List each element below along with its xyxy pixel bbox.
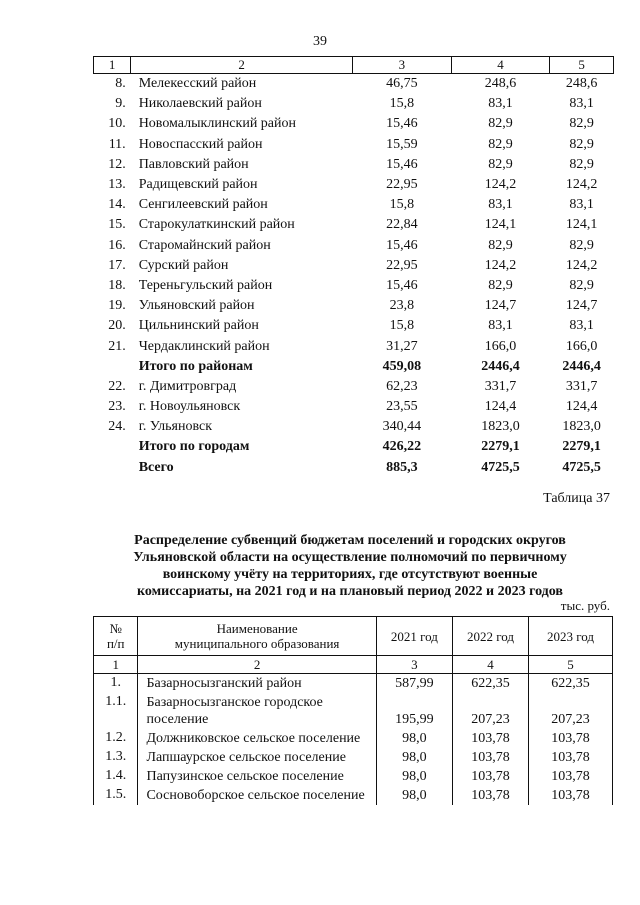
table-row — [94, 175, 614, 195]
row-number: 18. — [108, 277, 126, 293]
municipality-name: Папузинское сельское поселение — [138, 767, 376, 786]
table-total-row — [94, 357, 614, 377]
value-2023: 622,35 — [529, 674, 613, 694]
value-col5: 82,9 — [569, 116, 594, 132]
number-header-line2: п/п — [106, 636, 125, 651]
district-name: Тереньгульский район — [138, 277, 273, 293]
value-col3: 15,46 — [386, 277, 418, 293]
municipality-name: Лапшаурское сельское поселение — [138, 748, 376, 767]
district-name: Чердаклинский район — [138, 338, 270, 354]
column-index-5: 5 — [529, 656, 613, 674]
value-col4: 124,2 — [484, 257, 517, 273]
table-row — [94, 195, 614, 215]
row-number: 1.2. — [94, 729, 138, 748]
value-col3: 23,55 — [386, 399, 418, 415]
table-row — [94, 767, 613, 786]
value-col5: 124,7 — [565, 298, 598, 314]
table-total-row — [94, 458, 614, 478]
row-number: 20. — [108, 318, 126, 334]
value-col4: 124,1 — [484, 217, 517, 233]
table-row — [94, 236, 614, 256]
table-row — [94, 276, 614, 296]
district-name: Всего — [138, 459, 174, 475]
district-name: г. Ульяновск — [138, 419, 213, 435]
row-number: 1.5. — [94, 786, 138, 805]
district-name: Итого по городам — [138, 439, 250, 455]
district-name: Сенгилеевский район — [138, 197, 268, 213]
row-number: 21. — [108, 338, 126, 354]
value-col3: 22,84 — [386, 217, 418, 233]
value-col4: 82,9 — [488, 156, 513, 172]
municipality-name: Базарносызганское городское поселение — [138, 693, 376, 729]
municipality-name: Должниковское сельское поселение — [138, 729, 376, 748]
row-number: 16. — [108, 237, 126, 253]
district-name: Итого по районам — [138, 358, 253, 374]
row-number — [94, 357, 131, 377]
value-col4: 4725,5 — [481, 459, 520, 475]
value-col5: 83,1 — [569, 96, 594, 112]
value-col4: 124,2 — [484, 177, 517, 193]
value-2021: 98,0 — [376, 767, 452, 786]
value-col4: 124,7 — [484, 298, 517, 314]
value-col3: 62,23 — [386, 378, 418, 394]
value-2022: 207,23 — [452, 693, 528, 729]
table-row — [94, 94, 614, 114]
value-2023: 207,23 — [529, 693, 613, 729]
value-2021: 587,99 — [376, 674, 452, 694]
row-number: 1.3. — [94, 748, 138, 767]
value-col4: 83,1 — [488, 197, 513, 213]
row-number: 24. — [108, 419, 126, 435]
value-2022: 103,78 — [452, 767, 528, 786]
table-row — [94, 693, 613, 729]
table-row — [94, 729, 613, 748]
value-col4: 166,0 — [484, 338, 517, 354]
value-2022: 103,78 — [452, 729, 528, 748]
value-2021: 98,0 — [376, 786, 452, 805]
title-line: комиссариаты, на 2021 год и на плановый период 2022 и 2023 годов — [137, 584, 563, 599]
value-col4: 82,9 — [488, 277, 513, 293]
value-col5: 166,0 — [565, 338, 598, 354]
table-index-row — [94, 656, 613, 674]
row-number: 10. — [108, 116, 126, 132]
number-header-line1: № — [109, 621, 122, 636]
value-col5: 83,1 — [569, 318, 594, 334]
column-index-4: 4 — [452, 656, 528, 674]
table-row — [94, 74, 614, 95]
district-name: Цильнинский район — [138, 318, 259, 334]
table-row — [94, 786, 613, 805]
table-row — [94, 377, 614, 397]
value-col5: 4725,5 — [562, 459, 601, 475]
value-col5: 248,6 — [565, 76, 598, 92]
column-index-4: 4 — [451, 57, 550, 74]
table-row — [94, 748, 613, 767]
table-row — [94, 215, 614, 235]
value-col3: 426,22 — [382, 439, 422, 455]
value-col4: 82,9 — [488, 136, 513, 152]
value-2022: 103,78 — [452, 786, 528, 805]
value-col3: 15,46 — [386, 156, 418, 172]
table-row — [94, 256, 614, 276]
row-number: 17. — [108, 257, 126, 273]
value-col5: 124,2 — [565, 257, 598, 273]
table-row — [94, 397, 614, 417]
table-row — [94, 417, 614, 437]
column-index-2: 2 — [131, 57, 353, 74]
title-line: Распределение субвенций бюджетам поселений и городских округов — [134, 533, 566, 548]
value-col5: 82,9 — [569, 277, 594, 293]
value-col3: 31,27 — [386, 338, 418, 354]
column-index-2: 2 — [138, 656, 376, 674]
value-col4: 2446,4 — [481, 358, 520, 374]
table-total-row — [94, 437, 614, 457]
table-row — [94, 316, 614, 336]
value-col4: 124,4 — [484, 399, 517, 415]
district-name: г. Димитровград — [138, 378, 237, 394]
row-number: 15. — [108, 217, 126, 233]
column-index-3: 3 — [376, 656, 452, 674]
value-col4: 83,1 — [488, 96, 513, 112]
value-col5: 82,9 — [569, 156, 594, 172]
column-index-1: 1 — [94, 57, 131, 74]
value-col5: 83,1 — [569, 197, 594, 213]
value-col3: 459,08 — [382, 358, 422, 374]
column-index-3: 3 — [352, 57, 451, 74]
year-2022-header: 2022 год — [452, 617, 528, 656]
value-2021: 195,99 — [376, 693, 452, 729]
table-header-row — [94, 57, 614, 74]
military-registration-subvention-table — [93, 616, 613, 805]
number-header — [94, 617, 138, 656]
row-number: 1.1. — [94, 693, 138, 729]
value-2023: 103,78 — [529, 767, 613, 786]
district-name: Николаевский район — [138, 96, 262, 112]
row-number: 14. — [108, 197, 126, 213]
row-number: 8. — [115, 76, 126, 92]
municipality-name: Базарносызганский район — [138, 674, 376, 694]
value-2023: 103,78 — [529, 729, 613, 748]
value-col4: 1823,0 — [481, 419, 520, 435]
district-name: Новомалыклинский район — [138, 116, 297, 132]
value-col3: 15,8 — [389, 318, 415, 334]
value-col3: 15,8 — [389, 197, 415, 213]
value-col5: 1823,0 — [562, 419, 601, 435]
value-2023: 103,78 — [529, 786, 613, 805]
district-name: Павловский район — [138, 156, 249, 172]
value-2023: 103,78 — [529, 748, 613, 767]
value-col3: 340,44 — [382, 419, 422, 435]
table-row — [94, 296, 614, 316]
row-number: 22. — [108, 378, 126, 394]
column-index-1: 1 — [94, 656, 138, 674]
value-col5: 2279,1 — [562, 439, 601, 455]
year-2021-header: 2021 год — [376, 617, 452, 656]
district-name: Новоспасский район — [138, 136, 263, 152]
value-col4: 2279,1 — [481, 439, 520, 455]
table-title — [90, 532, 610, 600]
value-2021: 98,0 — [376, 729, 452, 748]
value-col3: 22,95 — [386, 177, 418, 193]
row-number — [94, 437, 131, 457]
row-number: 1. — [94, 674, 138, 694]
value-col4: 82,9 — [488, 116, 513, 132]
value-col3: 15,46 — [386, 116, 418, 132]
page-number: 39 — [313, 34, 327, 49]
row-number: 12. — [108, 156, 126, 172]
row-number: 9. — [115, 96, 126, 112]
value-col5: 2446,4 — [562, 358, 601, 374]
units-label: тыс. руб. — [560, 598, 610, 613]
district-name: Радищевский район — [138, 177, 258, 193]
title-line: воинскому учёту на территориях, где отсутствуют военные — [162, 567, 538, 582]
value-col5: 124,2 — [565, 177, 598, 193]
value-col3: 15,8 — [389, 96, 415, 112]
district-name: г. Новоульяновск — [138, 399, 241, 415]
year-2023-header: 2023 год — [529, 617, 613, 656]
table-row — [94, 336, 614, 356]
row-number: 23. — [108, 399, 126, 415]
row-number: 11. — [108, 136, 126, 152]
name-header-line1: Наименование — [216, 621, 298, 636]
value-col5: 124,4 — [565, 399, 598, 415]
value-col4: 331,7 — [484, 378, 517, 394]
row-number: 19. — [108, 298, 126, 314]
value-col4: 82,9 — [488, 237, 513, 253]
value-col3: 23,8 — [389, 298, 415, 314]
value-2022: 103,78 — [452, 748, 528, 767]
value-col5: 82,9 — [569, 237, 594, 253]
value-2021: 98,0 — [376, 748, 452, 767]
table-label: Таблица 37 — [543, 491, 610, 506]
district-name: Ульяновский район — [138, 298, 255, 314]
district-name: Сурский район — [138, 257, 229, 273]
row-number: 1.4. — [94, 767, 138, 786]
value-col5: 331,7 — [565, 378, 598, 394]
title-line: Ульяновской области на осуществление полномочий по первичному — [133, 550, 567, 565]
value-col5: 124,1 — [565, 217, 598, 233]
value-col3: 15,46 — [386, 237, 418, 253]
district-name: Старомайнский район — [138, 237, 271, 253]
table-row — [94, 135, 614, 155]
value-col5: 82,9 — [569, 136, 594, 152]
column-index-5: 5 — [550, 57, 614, 74]
value-col3: 22,95 — [386, 257, 418, 273]
table-row — [94, 674, 613, 694]
name-header-line2: муниципального образования — [174, 636, 340, 651]
name-header — [138, 617, 376, 656]
value-col4: 248,6 — [484, 76, 517, 92]
row-number: 13. — [108, 177, 126, 193]
value-col3: 885,3 — [386, 459, 418, 475]
table-row — [94, 114, 614, 134]
value-col3: 15,59 — [386, 136, 418, 152]
value-col4: 83,1 — [488, 318, 513, 334]
municipality-name: Сосновоборское сельское поселение — [138, 786, 376, 805]
district-name: Мелекесский район — [138, 76, 257, 92]
value-col3: 46,75 — [386, 76, 418, 92]
subsidy-table-continued — [93, 56, 614, 478]
row-number — [94, 458, 131, 478]
district-name: Старокулаткинский район — [138, 217, 295, 233]
table-row — [94, 155, 614, 175]
value-2022: 622,35 — [452, 674, 528, 694]
table-header-row — [94, 617, 613, 656]
